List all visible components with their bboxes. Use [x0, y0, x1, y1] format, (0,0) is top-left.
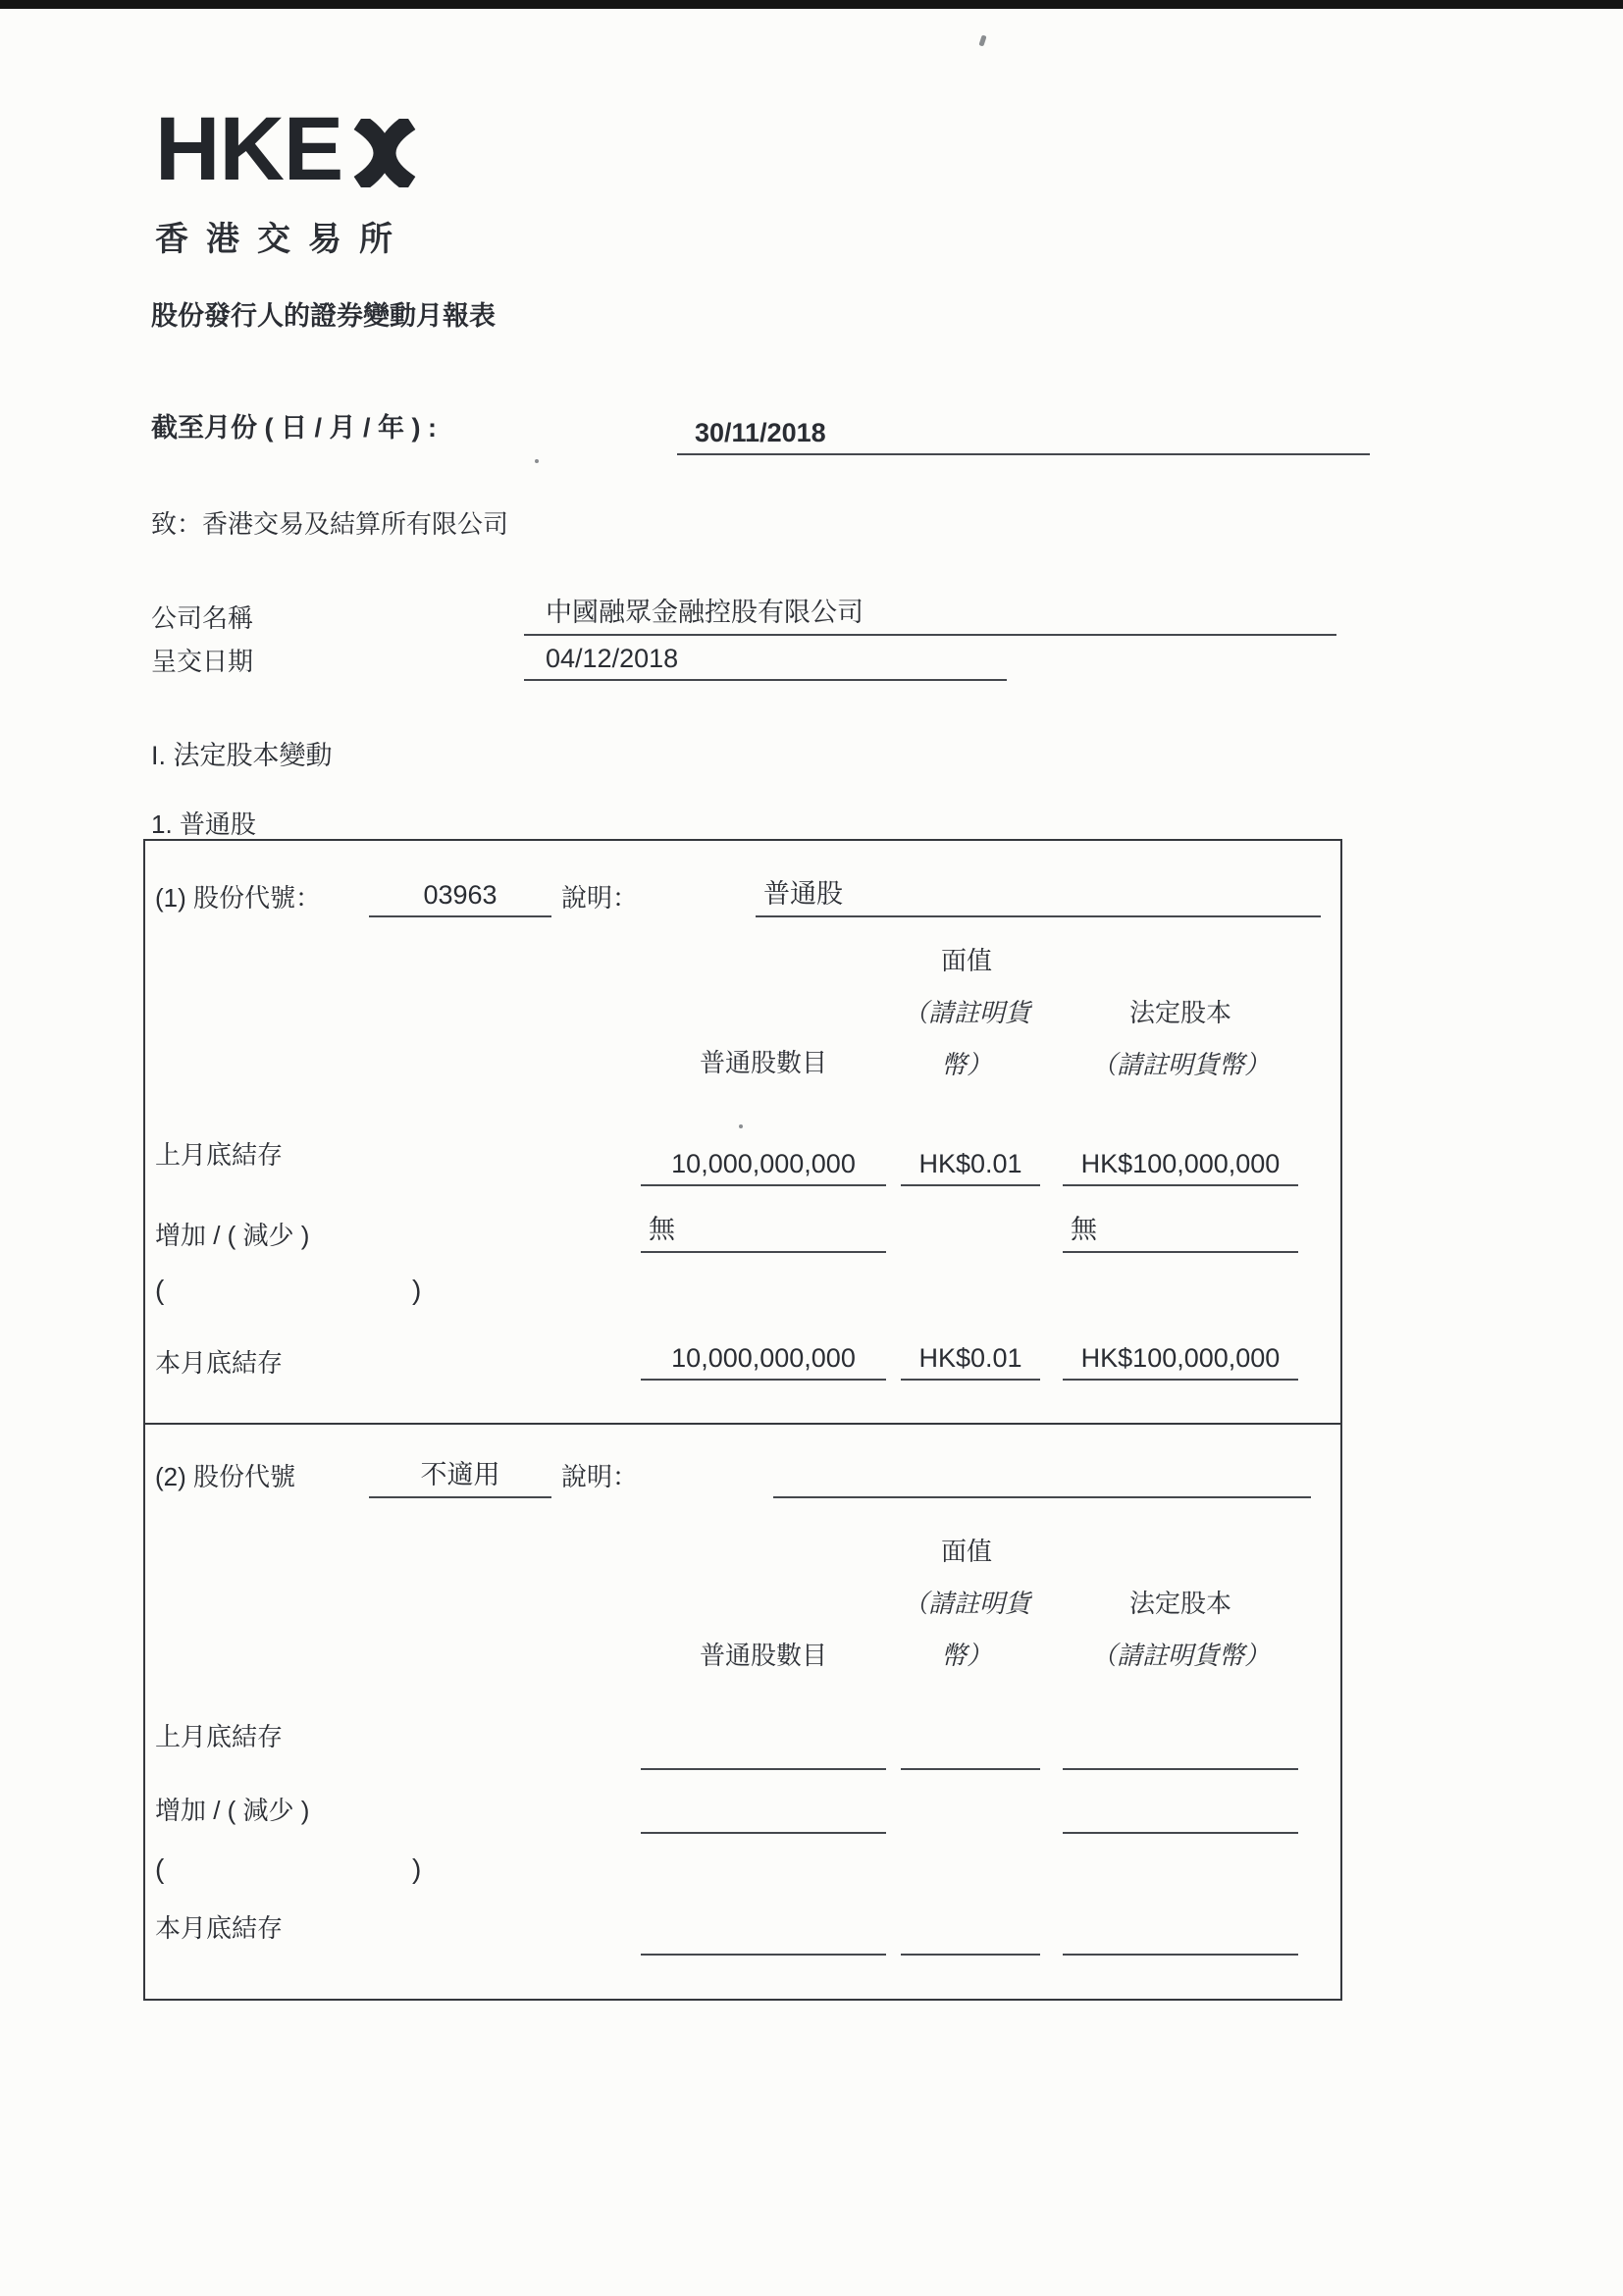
hkex-logo-letters: HKE: [155, 99, 343, 199]
block1-code-value: 03963: [423, 880, 497, 910]
block1-current-capital-value: HK$100,000,000: [1080, 1343, 1281, 1373]
block1-change-shares-value: 無: [649, 1215, 675, 1244]
submission-date-label: 呈交日期: [151, 647, 254, 676]
block2-desc-field: [773, 1457, 1311, 1498]
block1-header-shares: 普通股數目: [699, 1048, 827, 1077]
block1-current-par-field: [901, 1333, 1040, 1381]
block2-row-current-label: 本月底結存: [155, 1913, 284, 1943]
block1-prev-shares-value: 10,000,000,000: [671, 1149, 856, 1178]
block2-header-authorised-capital: 法定股本 （請註明貨幣）: [1090, 1589, 1270, 1670]
block1-desc-label: 說明：: [561, 883, 639, 913]
block2-row-prev-label: 上月底結存: [155, 1722, 284, 1751]
block1-paren-open: (: [155, 1275, 165, 1305]
block2-code-label: (2) 股份代號: [155, 1462, 296, 1491]
block1-change-capital-value: 無: [1071, 1215, 1097, 1244]
document-title: 股份發行人的證券變動月報表: [151, 301, 496, 331]
scan-speck: [535, 459, 539, 463]
company-name-label: 公司名稱: [151, 603, 254, 633]
block2-code-field: [369, 1457, 551, 1498]
block1-current-capital-field: [1063, 1333, 1298, 1381]
block1-prev-capital-field: [1063, 1137, 1298, 1186]
block2-paren-close: ): [412, 1853, 422, 1884]
block2-current-capital-field: [1063, 1910, 1298, 1956]
block1-current-shares-value: 10,000,000,000: [671, 1343, 856, 1373]
subsection-heading-ordinary-shares: 1. 普通股: [151, 809, 256, 839]
block2-prev-shares-field: [641, 1724, 886, 1770]
block1-code-field: [369, 874, 551, 917]
block2-current-shares-field: [641, 1910, 886, 1956]
scan-speck: [978, 34, 986, 46]
capital-table: [143, 839, 1342, 2001]
block1-paren-close: ): [412, 1275, 422, 1305]
block1-row-prev-label: 上月底結存: [155, 1140, 284, 1170]
block1-row-change-label: 增加 / ( 減少 ): [155, 1221, 310, 1250]
block2-paren-open: (: [155, 1853, 165, 1884]
block2-desc-label: 說明：: [561, 1462, 639, 1491]
addressee-line: 致：香港交易及結算所有限公司: [151, 509, 509, 539]
hkex-logo-tagline: 香港交易所: [155, 221, 410, 258]
company-name-field: [524, 593, 1336, 636]
month-end-label: 截至月份 ( 日 / 月 / 年 ) :: [151, 413, 437, 443]
block1-change-capital-field: [1063, 1208, 1298, 1253]
block1-header-authorised-capital: 法定股本 （請註明貨幣）: [1090, 998, 1270, 1079]
block1-prev-capital-value: HK$100,000,000: [1080, 1149, 1281, 1178]
block2-change-shares-field: [641, 1788, 886, 1834]
block1-code-label: (1) 股份代號：: [155, 883, 322, 913]
block2-prev-par-field: [901, 1724, 1040, 1770]
block2-row-change-label: 增加 / ( 減少 ): [155, 1796, 310, 1825]
company-name-value: 中國融眾金融控股有限公司: [546, 598, 864, 627]
block1-change-shares-field: [641, 1208, 886, 1253]
block2-desc-value: [773, 1491, 781, 1496]
block2-header-shares: 普通股數目: [699, 1641, 827, 1670]
block2-prev-capital-field: [1063, 1724, 1298, 1770]
block1-prev-shares-field: [641, 1137, 886, 1186]
block2-header-par-value: 面值 （請註明貨 幣）: [902, 1537, 1030, 1670]
hkex-x-glyph: [346, 119, 423, 192]
block2-change-shares-value: [641, 1827, 649, 1832]
scan-artifact-top-bar: [0, 0, 1623, 9]
submission-date-value: 04/12/2018: [546, 644, 679, 673]
block2-change-capital-value: [1063, 1827, 1071, 1832]
block1-current-par-value: HK$0.01: [918, 1343, 1022, 1373]
block1-current-shares-field: [641, 1333, 886, 1381]
block2-code-value: 不適用: [420, 1460, 500, 1489]
submission-date-field: [524, 638, 1007, 681]
table-divider: [145, 1423, 1340, 1425]
block2-change-capital-field: [1063, 1788, 1298, 1834]
block1-prev-par-value: HK$0.01: [918, 1149, 1022, 1178]
block1-header-par-value: 面值 （請註明貨 幣）: [902, 946, 1030, 1079]
block1-desc-field: [756, 874, 1321, 917]
month-end-field: [677, 406, 1370, 455]
block2-current-par-field: [901, 1910, 1040, 1956]
block1-row-current-label: 本月底結存: [155, 1348, 284, 1378]
section-heading-authorised-capital: I. 法定股本變動: [151, 741, 333, 770]
block1-desc-value: 普通股: [763, 879, 843, 909]
hkex-logo: [155, 99, 423, 260]
block1-prev-par-field: [901, 1137, 1040, 1186]
month-end-value: 30/11/2018: [695, 418, 826, 447]
